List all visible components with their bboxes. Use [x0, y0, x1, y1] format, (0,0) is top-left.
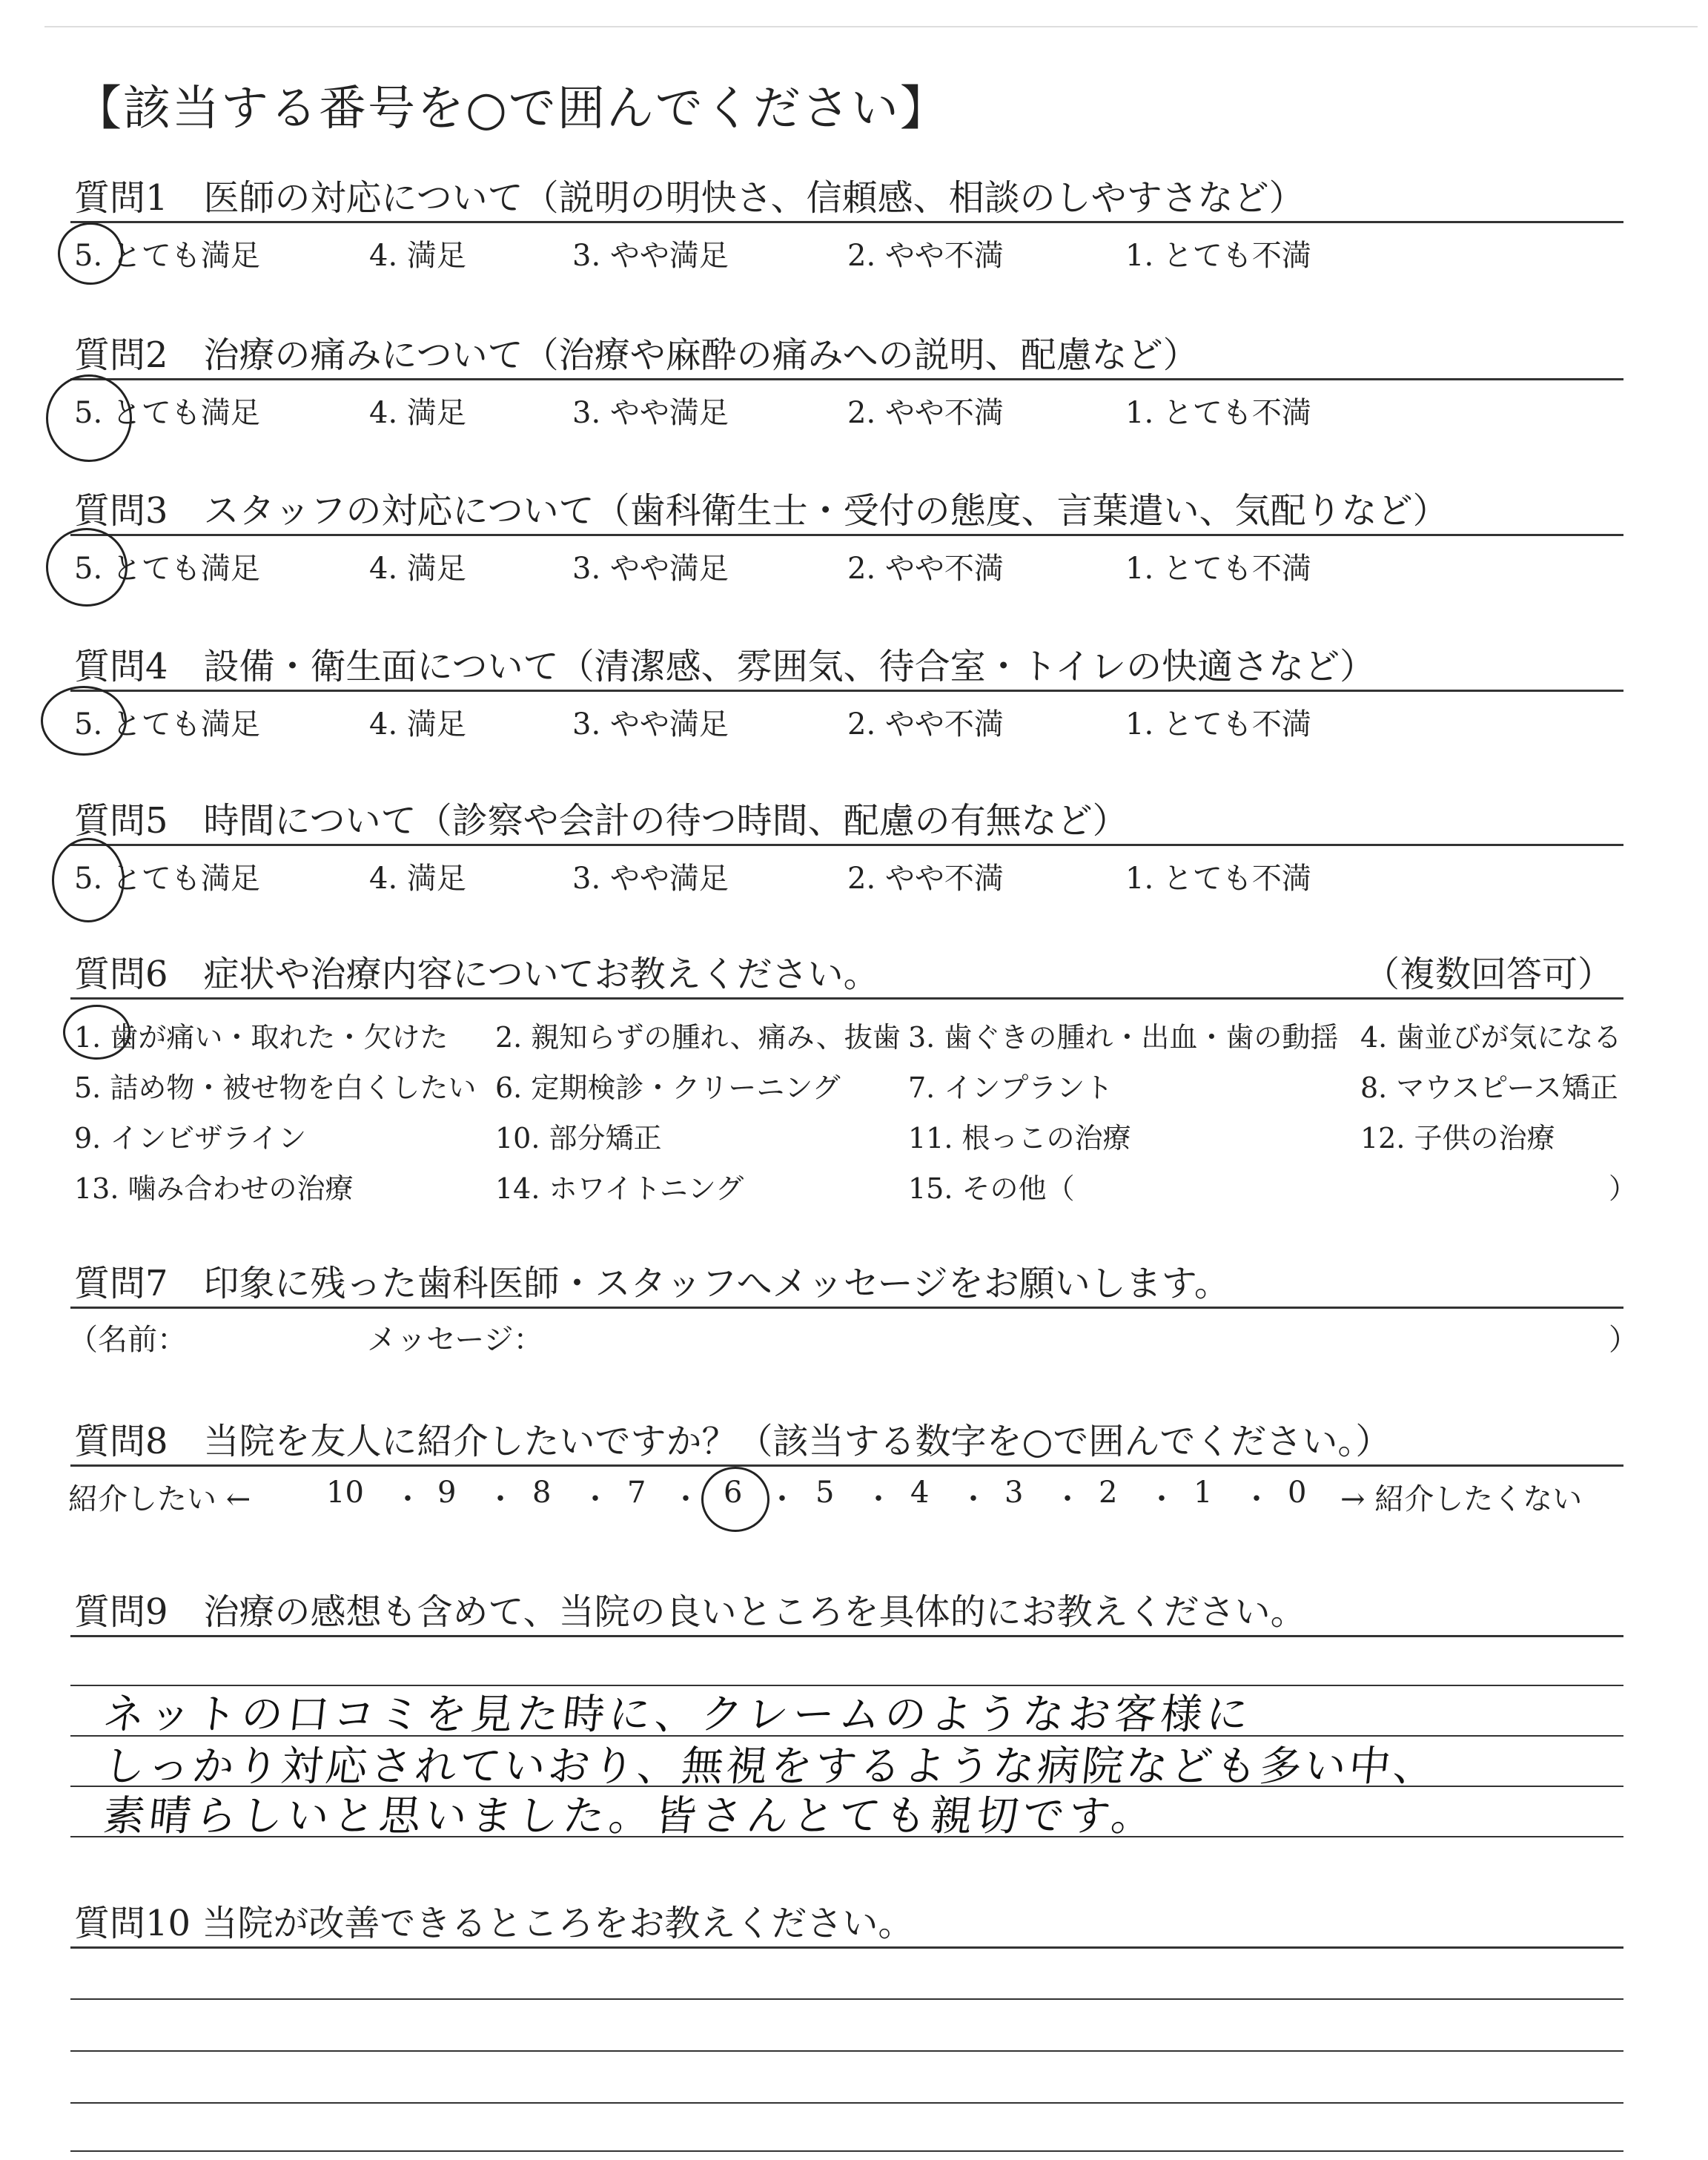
- q1-option-3[interactable]: 3. やや満足: [572, 239, 729, 273]
- q2-option-5[interactable]: 5. とても満足: [74, 396, 260, 430]
- q4-option-2[interactable]: 2. やや不満: [847, 707, 1004, 742]
- q1-option-1[interactable]: 1. とても不満: [1125, 239, 1311, 273]
- q8-sep: ・: [1053, 1482, 1082, 1516]
- q8-title: 質問8 当院を友人に紹介したいですか？（該当する数字を○で囲んでください。）: [74, 1421, 1391, 1462]
- q10-rule-4: [70, 2102, 1623, 2104]
- q4-rule: [70, 690, 1623, 692]
- q8-score-7[interactable]: 7: [627, 1476, 646, 1510]
- q8-score-10[interactable]: 10: [326, 1476, 364, 1510]
- q6-note: （複数回答可）: [1364, 954, 1614, 995]
- q6-option-10[interactable]: 10. 部分矯正: [495, 1122, 662, 1155]
- q10-title: 質問10 当院が改善できるところをお教えください。: [74, 1903, 914, 1944]
- q2-title: 質問2 治療の痛みについて（治療や麻酔の痛みへの説明、配慮など）: [74, 334, 1199, 376]
- q7-title: 質問7 印象に残った歯科医師・スタッフへメッセージをお願いします。: [74, 1263, 1230, 1304]
- q6-option-3[interactable]: 3. 歯ぐきの腫れ・出血・歯の動揺: [908, 1021, 1339, 1054]
- q3-option-3[interactable]: 3. やや満足: [572, 552, 729, 586]
- q7-message-label: メッセージ：: [367, 1323, 543, 1357]
- q6-option-14[interactable]: 14. ホワイトニング: [495, 1172, 744, 1205]
- q3-rule: [70, 534, 1623, 536]
- q8-sep: ・: [580, 1482, 610, 1516]
- q5-rule: [70, 844, 1623, 846]
- q4-option-4[interactable]: 4. 満足: [369, 707, 466, 742]
- q1-option-5[interactable]: 5. とても満足: [74, 239, 260, 273]
- q9-answer-line-1: ネットの口コミを見た時に、クレームのようなお客様に: [101, 1691, 1255, 1739]
- q8-sep: ・: [959, 1482, 988, 1516]
- q8-left-label: 紹介したい ←: [68, 1482, 251, 1516]
- q6-option-8[interactable]: 8. マウスピース矯正: [1360, 1071, 1618, 1104]
- q8-sep: ・: [864, 1482, 893, 1516]
- q10-rule-1: [70, 1946, 1623, 1949]
- q8-score-8[interactable]: 8: [532, 1476, 552, 1510]
- q4-option-1[interactable]: 1. とても不満: [1125, 707, 1311, 742]
- q10-rule-5: [70, 2150, 1623, 2152]
- q8-sep: ・: [486, 1482, 515, 1516]
- q9-answer-line-3: 素晴らしいと思いました。皆さんとても親切です。: [101, 1792, 1160, 1840]
- q6-option-11[interactable]: 11. 根っこの治療: [908, 1122, 1131, 1155]
- q8-right-label: → 紹介したくない: [1340, 1482, 1583, 1516]
- q8-selection-circle: [701, 1467, 769, 1532]
- q5-option-1[interactable]: 1. とても不満: [1125, 862, 1311, 896]
- q8-score-0[interactable]: 0: [1288, 1476, 1307, 1510]
- q5-option-2[interactable]: 2. やや不満: [847, 862, 1004, 896]
- q4-selection-circle: [41, 686, 127, 756]
- q8-score-9[interactable]: 9: [437, 1476, 457, 1510]
- q3-option-1[interactable]: 1. とても不満: [1125, 552, 1311, 586]
- q2-option-1[interactable]: 1. とても不満: [1125, 396, 1311, 430]
- q3-title: 質問3 スタッフの対応について（歯科衛生士・受付の態度、言葉遣い、気配りなど）: [74, 490, 1449, 532]
- q4-option-3[interactable]: 3. やや満足: [572, 707, 729, 742]
- q6-title: 質問6 症状や治療内容についてお教えください。: [74, 954, 879, 995]
- q5-option-5[interactable]: 5. とても満足: [74, 862, 260, 896]
- q10-rule-2: [70, 1998, 1623, 2000]
- q5-title: 質問5 時間について（診察や会計の待つ時間、配慮の有無など）: [74, 800, 1128, 842]
- q5-option-4[interactable]: 4. 満足: [369, 862, 466, 896]
- q5-selection-circle: [52, 838, 125, 922]
- q4-title: 質問4 設備・衛生面について（清潔感、雰囲気、待合室・トイレの快適さなど）: [74, 646, 1376, 687]
- q6-option-7[interactable]: 7. インプラント: [908, 1071, 1113, 1104]
- q6-option-5[interactable]: 5. 詰め物・被せ物を白くしたい: [74, 1071, 477, 1104]
- q2-option-4[interactable]: 4. 満足: [369, 396, 466, 430]
- q4-option-5[interactable]: 5. とても満足: [74, 707, 260, 742]
- q3-option-4[interactable]: 4. 満足: [369, 552, 466, 586]
- q6-selection-circle: [63, 1005, 130, 1060]
- q6-option-15[interactable]: 15. その他（: [908, 1172, 1075, 1205]
- q6-option-9[interactable]: 9. インビザライン: [74, 1122, 307, 1155]
- q9-rule-1: [70, 1635, 1623, 1637]
- q10-rule-3: [70, 2050, 1623, 2052]
- q3-option-2[interactable]: 2. やや不満: [847, 552, 1004, 586]
- q1-title: 質問1 医師の対応について（説明の明快さ、信頼感、相談のしやすさなど）: [74, 177, 1305, 219]
- form-heading: 【該当する番号を○で囲んでください】: [74, 82, 949, 136]
- q8-score-6[interactable]: 6: [724, 1476, 743, 1510]
- q1-option-2[interactable]: 2. やや不満: [847, 239, 1004, 273]
- q8-score-2[interactable]: 2: [1099, 1476, 1118, 1510]
- q6-option-2[interactable]: 2. 親知らずの腫れ、痛み、抜歯: [495, 1021, 901, 1054]
- scan-edge-line: [44, 26, 1698, 27]
- q2-selection-circle: [46, 374, 132, 462]
- q8-score-4[interactable]: 4: [910, 1476, 930, 1510]
- q1-option-4[interactable]: 4. 満足: [369, 239, 466, 273]
- q8-score-5[interactable]: 5: [815, 1476, 835, 1510]
- q9-answer-line-2: しっかり対応されていおり、無視をするような病院なども多い中、: [101, 1743, 1440, 1791]
- q2-rule: [70, 378, 1623, 380]
- q6-option-4[interactable]: 4. 歯並びが気になる: [1360, 1021, 1622, 1054]
- q6-option-15-close: ）: [1609, 1172, 1638, 1205]
- q7-rule: [70, 1307, 1623, 1309]
- q6-rule: [70, 997, 1623, 1000]
- q9-title: 質問9 治療の感想も含めて、当院の良いところを具体的にお教えください。: [74, 1591, 1306, 1633]
- q8-score-3[interactable]: 3: [1004, 1476, 1024, 1510]
- q6-option-13[interactable]: 13. 噛み合わせの治療: [74, 1172, 354, 1205]
- q3-selection-circle: [46, 528, 128, 607]
- q3-option-5[interactable]: 5. とても満足: [74, 552, 260, 586]
- q1-selection-circle: [58, 222, 123, 285]
- q8-sep: ・: [767, 1482, 797, 1516]
- q8-sep: ・: [1147, 1482, 1176, 1516]
- q7-name-label: （名前：: [68, 1323, 187, 1357]
- q8-sep: ・: [393, 1482, 423, 1516]
- q8-rule: [70, 1464, 1623, 1467]
- q7-close-paren: ）: [1609, 1323, 1638, 1357]
- q8-sep: ・: [1242, 1482, 1271, 1516]
- q8-sep: ・: [671, 1482, 701, 1516]
- q6-option-6[interactable]: 6. 定期検診・クリーニング: [495, 1071, 841, 1104]
- q2-option-3[interactable]: 3. やや満足: [572, 396, 729, 430]
- q5-option-3[interactable]: 3. やや満足: [572, 862, 729, 896]
- q1-rule: [70, 221, 1623, 223]
- q6-option-12[interactable]: 12. 子供の治療: [1360, 1122, 1555, 1155]
- q6-option-1[interactable]: 1. 歯が痛い・取れた・欠けた: [74, 1021, 448, 1054]
- q2-option-2[interactable]: 2. やや不満: [847, 396, 1004, 430]
- q8-score-1[interactable]: 1: [1194, 1476, 1213, 1510]
